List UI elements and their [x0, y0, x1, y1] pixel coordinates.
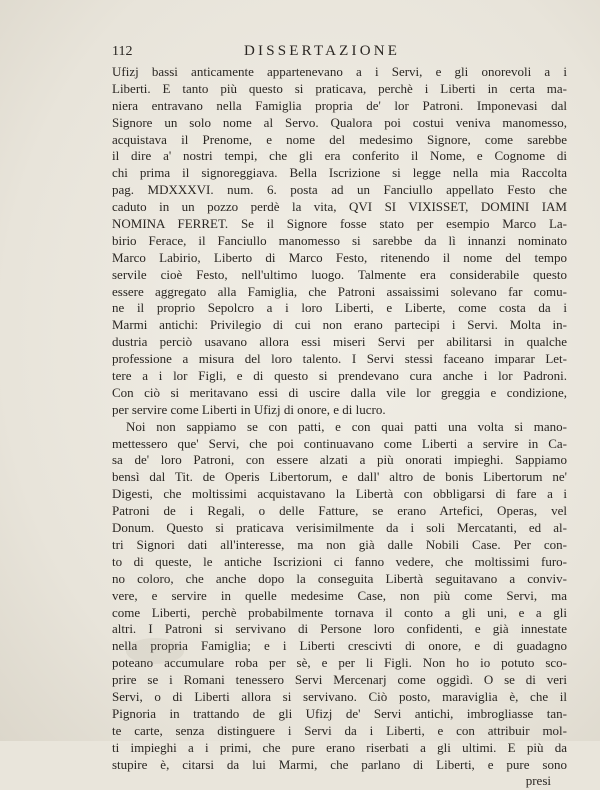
- body-text: [112, 64, 567, 790]
- paper-stain: [126, 638, 184, 664]
- text-line: te carte, senza distinguere i Servi da i Liberti, e con attribuir mol-: [112, 722, 567, 738]
- text-line: ne il proprio Sepolcro a i loro Liberti, e Liberte, come costa da i: [112, 300, 567, 316]
- text-line: birio Ferace, il Fanciullo manomesso si sarebbe da lì innanzi nominato: [112, 232, 567, 248]
- text-line: Digesti, che moltissimi acquistavano la Libertà con obbligarsi di fare a i: [112, 486, 567, 502]
- page-number: 112: [112, 44, 133, 59]
- text-line: acquistava il Prenome, e nome del medesimo Signore, come sarebbe: [112, 131, 567, 147]
- text-line: Noi non sappiamo se con patti, e con quai patti una volta si mano-: [126, 418, 567, 434]
- text-line: mettessero que' Servi, che poi continuavano come Liberti a servire in Ca-: [112, 435, 567, 451]
- text-line: per servire come Liberti in Ufizj di onore, e di lucro.: [112, 401, 386, 417]
- text-line: come Liberti, perchè probabilmente tornava il conto a gli uni, e a gli: [112, 604, 567, 620]
- text-line: chi prima il signoreggiava. Bella Iscrizione si legge nella mia Raccolta: [112, 165, 567, 181]
- text-line: il dire a' nostri tempi, che gli era conferito il Nome, e Cognome di: [112, 148, 567, 164]
- text-line: dustria perciò usavano allora essi miseri Servi per abilitarsi in qualche: [112, 334, 567, 350]
- text-line: professione a misura del loro talento. I Servi stessi faceano imparar Let-: [112, 351, 567, 367]
- text-line: to di queste, le antiche Iscrizioni ci fanno vedere, che moltissimi furo-: [112, 553, 567, 569]
- text-line: vere, e servire in quelle medesime Case, non più come Servi, ma: [112, 587, 567, 603]
- text-line: pag. MDXXXVI. num. 6. posta ad un Fanciullo appellato Festo che: [112, 182, 567, 198]
- text-line: servile cioè Festo, nell'ultimo luogo. Talmente era considerabile questo: [112, 266, 567, 282]
- running-title: DISSERTAZIONE: [244, 43, 401, 59]
- text-line: niera entravano nella Famiglia propria de' lor Patroni. Imponevasi dal: [112, 97, 567, 113]
- text-line: bensì dal Tit. de Operis Libertorum, e dall' altro de bonis Libertorum ne': [112, 469, 567, 485]
- text-line: ti impieghi a i primi, che pure erano riserbati a gli ultimi. E più da: [112, 739, 567, 755]
- text-line: Liberti. E tanto più questo si praticava, perchè i Liberti in certa ma-: [112, 80, 567, 96]
- text-line: Signore un solo nome al Servo. Qualora poi costui veniva manomesso,: [112, 114, 567, 130]
- text-line: essere aggregato alla Famiglia, che Patroni assaissimi solevano far comu-: [112, 283, 567, 299]
- text-line: poteano accumulare roba per sè, e per li Figli. Non ho io potuto sco-: [112, 655, 567, 671]
- text-line: nella propria Famiglia; e i Liberti crescivti di onore, e di guadagno: [112, 638, 567, 654]
- text-line: caduto in un pozzo perdè la vita, QVI SI VIXISSET, DOMINI IAM: [112, 199, 567, 215]
- text-line: stupire è, citarsi da lui Marmi, che parlano di Liberti, e pure sono: [112, 756, 567, 772]
- text-line: Servi, o di Liberti allora si servivano. Ciò posto, maraviglia è, che il: [112, 688, 567, 704]
- catchword: presi: [525, 773, 551, 789]
- page-header: [112, 44, 567, 64]
- text-line: prire se i Romani tenessero Servi Mercenarj come oggidì. O se di veri: [112, 672, 567, 688]
- text-line: no coloro, che anche dopo la conseguita Libertà seguitavano a conviv-: [112, 570, 567, 586]
- text-line: Con ciò si meritavano essi di uscire dalla vile lor greggia e condizione,: [112, 384, 567, 400]
- text-line: Pignoria in trattando de gli Ufizj de' Servi antichi, imbrogliasse tan-: [112, 705, 567, 721]
- text-line: sa de' loro Patroni, con essere alzati a più onorati impieghi. Sappiamo: [112, 452, 567, 468]
- text-line: NOMINA FERRET. Se il Signore fosse stato per esempio Marco La-: [112, 216, 567, 232]
- text-line: tere a i lor Figli, e di questo si prendevano cura anche i lor Padroni.: [112, 368, 567, 384]
- text-line: Ufizj bassi anticamente appartenevano a i Servi, e gli onorevoli a i: [112, 64, 567, 79]
- text-line: Donum. Questo si praticava verisimilmente da i soli Mercatanti, ed al-: [112, 520, 567, 536]
- text-line: tri Signori dati all'interesse, ma non già dalle Nobili Case. Per con-: [112, 536, 567, 552]
- text-line: Patroni de i Regali, o delle Fatture, se erano Artefici, Operas, vel: [112, 503, 567, 519]
- text-line: Marmi antichi: Privilegio di cui non erano partecipi i Servi. Molta in-: [112, 317, 567, 333]
- text-line: Marco Labirio, Liberto di Marco Festo, ritenendo il nome del tempo: [112, 249, 567, 265]
- text-line: altri. I Patroni si servivano di Persone loro confidenti, e già innestate: [112, 621, 567, 637]
